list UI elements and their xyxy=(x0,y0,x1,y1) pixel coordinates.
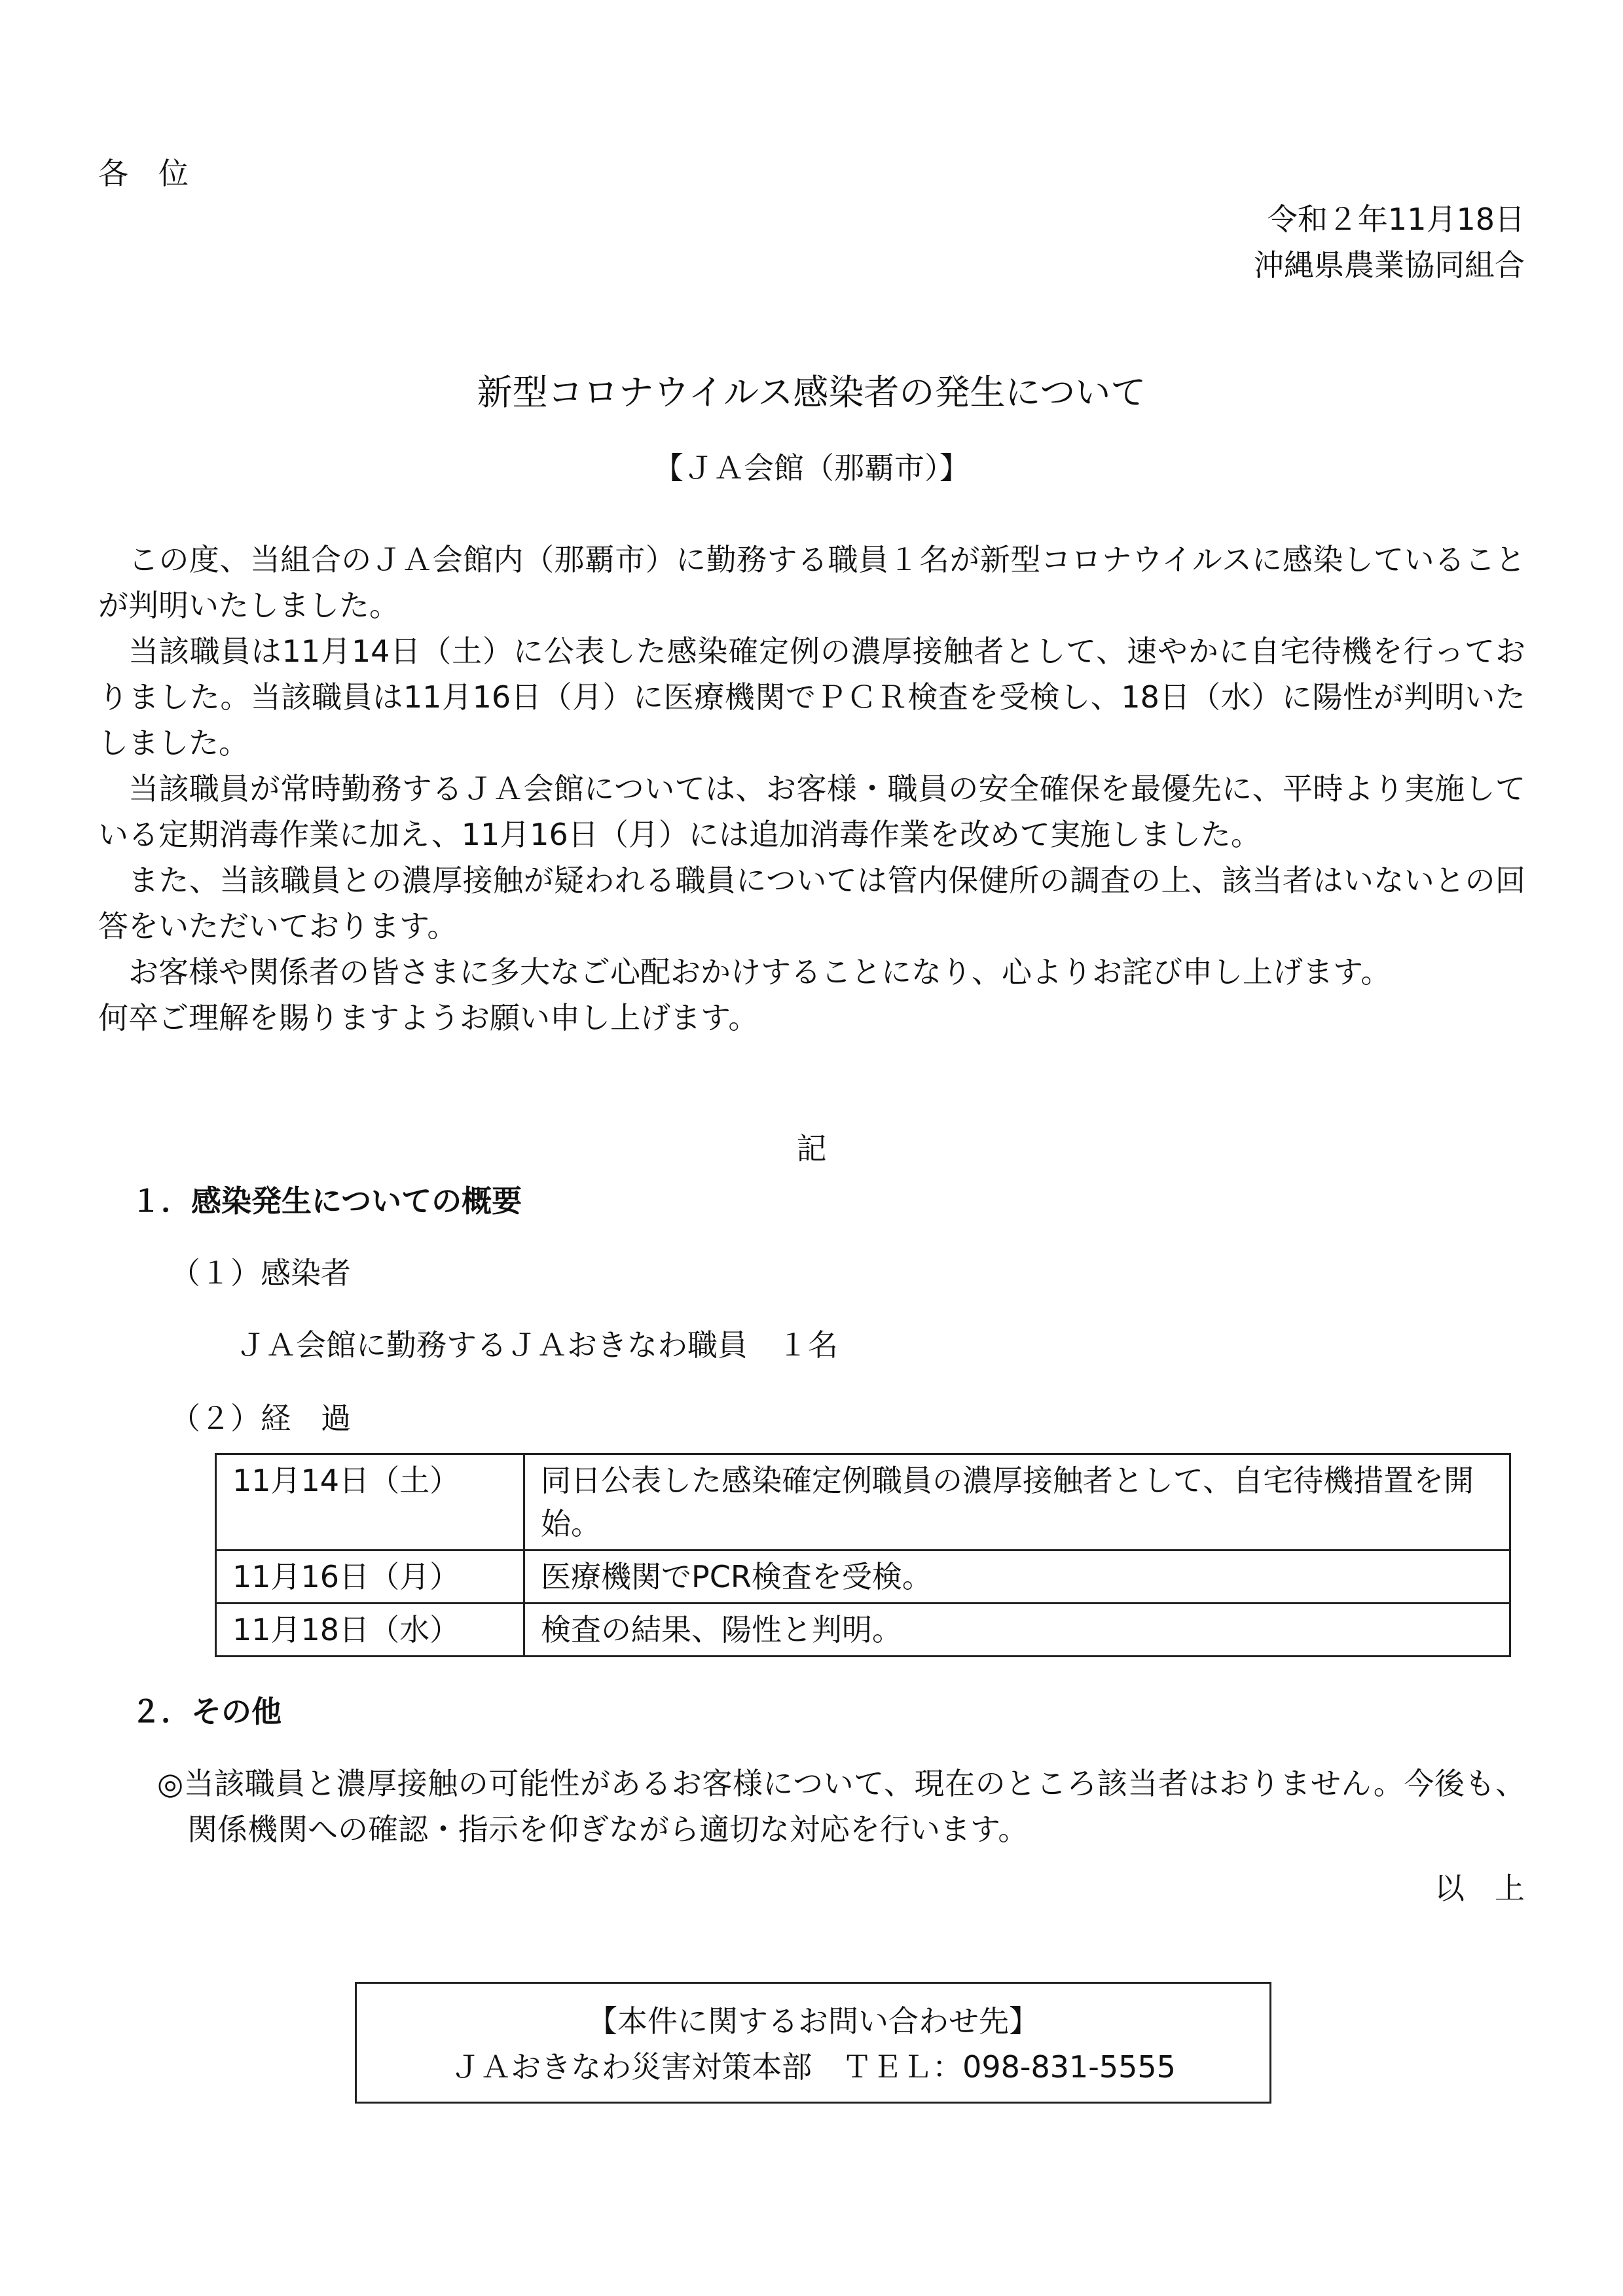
end-mark: 以 上 xyxy=(1434,1871,1525,1906)
contact-line: ＪＡおきなわ災害対策本部 ＴＥＬ：098-831-5555 xyxy=(450,2049,1176,2085)
document-subtitle: 【ＪＡ会館（那覇市）】 xyxy=(653,450,970,486)
body-paragraph: 当該職員が常時勤務するＪＡ会館については、お客様・職員の安全確保を最優先に、平時より実施している定期消毒作業に加え、11月16日（月）には追加消毒作業を改めて実施しました。 xyxy=(98,771,1525,852)
document-title: 新型コロナウイルス感染者の発生について xyxy=(477,372,1146,413)
table-row xyxy=(216,1551,1510,1604)
section1-sub1-heading: （１）感染者 xyxy=(170,1255,351,1291)
addressee: 各 位 xyxy=(98,156,189,191)
history-date: 11月18日（水） xyxy=(216,1604,524,1657)
issuer-name: 沖縄県農業協同組合 xyxy=(1254,247,1525,283)
body-paragraph: 当該職員は11月14日（土）に公表した感染確定例の濃厚接触者として、速やかに自宅待機を行っておりました。当該職員は11月16日（月）に医療機関でＰＣＲ検査を受検し、18日（水）に陽性が判明いたしました。 xyxy=(98,634,1525,761)
table-row xyxy=(216,1454,1510,1551)
section1-heading: １．感染発生についての概要 xyxy=(131,1183,522,1219)
ki-mark: 記 xyxy=(796,1131,827,1166)
section1-sub2-heading: （２）経 過 xyxy=(170,1401,351,1436)
body-text xyxy=(98,537,1525,1041)
history-date: 11月14日（土） xyxy=(216,1454,524,1551)
section2-note: ◎当該職員と濃厚接触の可能性があるお客様について、現在のところ該当者はおりません。今後も、関係機関への確認・指示を仰ぎながら適切な対応を行います。 xyxy=(157,1766,1525,1847)
history-date: 11月16日（月） xyxy=(216,1551,524,1604)
history-event: 医療機関でPCR検査を受検。 xyxy=(524,1551,1510,1604)
contact-box xyxy=(355,1982,1271,2104)
contact-heading: 【本件に関するお問い合わせ先】 xyxy=(587,2003,1039,2039)
body-paragraph: また、当該職員との濃厚接触が疑われる職員については管内保健所の調査の上、該当者はいないとの回答をいただいております。 xyxy=(98,863,1525,944)
body-paragraph: この度、当組合のＪＡ会館内（那覇市）に勤務する職員１名が新型コロナウイルスに感染していることが判明いたしました。 xyxy=(98,542,1525,623)
history-event: 検査の結果、陽性と判明。 xyxy=(524,1604,1510,1657)
history-table xyxy=(215,1453,1511,1657)
body-closing-line: 何卒ご理解を賜りますようお願い申し上げます。 xyxy=(98,1000,759,1035)
body-paragraph: お客様や関係者の皆さまに多大なご心配おかけすることになり、心よりお詫び申し上げます。 xyxy=(128,954,1391,990)
section1-sub1-text: ＪＡ会館に勤務するＪＡおきなわ職員 １名 xyxy=(236,1327,838,1363)
history-event: 同日公表した感染確定例職員の濃厚接触者として、自宅待機措置を開始。 xyxy=(524,1454,1510,1551)
issue-date: 令和２年11月18日 xyxy=(1267,202,1525,237)
table-row xyxy=(216,1604,1510,1657)
section2-heading: ２．その他 xyxy=(131,1694,282,1729)
